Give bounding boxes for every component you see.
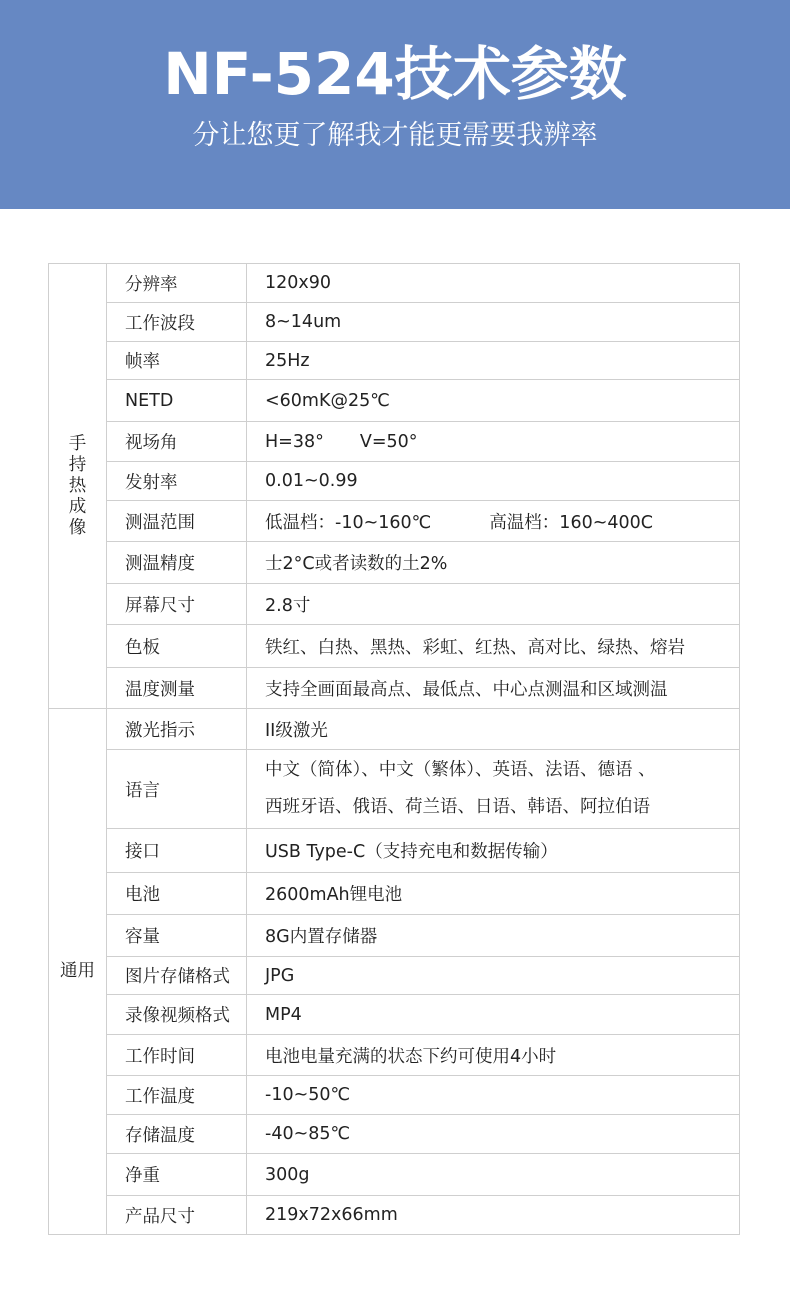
spec-value: II级激光 (247, 709, 740, 750)
spec-label: 语言 (107, 750, 247, 829)
table-row (49, 668, 740, 709)
spec-label: 净重 (107, 1154, 247, 1196)
spec-value: 8G内置存储器 (247, 915, 740, 957)
table-row (49, 1196, 740, 1235)
fov-h-value: H=38° (265, 431, 324, 452)
page-subtitle: 分让您更了解我才能更需要我辨率 (192, 120, 598, 151)
table-row (49, 303, 740, 342)
spec-value (247, 501, 740, 542)
spec-label: 工作波段 (107, 303, 247, 342)
spec-value: 300g (247, 1154, 740, 1196)
spec-label: 接口 (107, 829, 247, 873)
table-row (49, 915, 740, 957)
spec-value: 120x90 (247, 264, 740, 303)
spec-value: -10~50℃ (247, 1076, 740, 1115)
table-row (49, 709, 740, 750)
spec-label: NETD (107, 380, 247, 422)
language-line-1: 中文（简体）、中文（繁体）、英语、法语、德语 、 (265, 760, 656, 780)
spec-label: 激光指示 (107, 709, 247, 750)
spec-value: USB Type-C（支持充电和数据传输） (247, 829, 740, 873)
spec-value: 士2°C或者读数的土2% (247, 542, 740, 584)
spec-label: 测温精度 (107, 542, 247, 584)
group-label-general: 通用 (49, 709, 107, 1235)
table-row (49, 462, 740, 501)
spec-label: 视场角 (107, 422, 247, 462)
page-title: NF-524技术参数 (163, 40, 627, 108)
spec-label: 产品尺寸 (107, 1196, 247, 1235)
spec-label: 图片存储格式 (107, 957, 247, 995)
spec-value: 支持全画面最高点、最低点、中心点测温和区域测温 (247, 668, 740, 709)
spec-label: 工作温度 (107, 1076, 247, 1115)
table-row (49, 957, 740, 995)
spec-value: 219x72x66mm (247, 1196, 740, 1235)
spec-label: 发射率 (107, 462, 247, 501)
group-label-handheld: 手持热成像 (49, 264, 107, 709)
spec-value: 2.8寸 (247, 584, 740, 625)
spec-label: 温度测量 (107, 668, 247, 709)
spec-value: 2600mAh锂电池 (247, 873, 740, 915)
spec-value: MP4 (247, 995, 740, 1035)
spec-label: 色板 (107, 625, 247, 668)
table-row (49, 1035, 740, 1076)
table-row (49, 829, 740, 873)
spec-value: 电池电量充满的状态下约可使用4小时 (247, 1035, 740, 1076)
table-row (49, 1076, 740, 1115)
spec-value: 25Hz (247, 342, 740, 380)
table-row (49, 584, 740, 625)
table-row (49, 873, 740, 915)
spec-label: 屏幕尺寸 (107, 584, 247, 625)
table-row (49, 501, 740, 542)
table-row (49, 995, 740, 1035)
table-row (49, 342, 740, 380)
fov-v-value: V=50° (359, 431, 418, 452)
table-row (49, 1154, 740, 1196)
spec-label: 分辨率 (107, 264, 247, 303)
spec-value: 铁红、白热、黑热、彩虹、红热、高对比、绿热、熔岩 (247, 625, 740, 668)
table-row (49, 750, 740, 829)
table-row (49, 380, 740, 422)
table-row (49, 625, 740, 668)
table-row (49, 542, 740, 584)
spec-value: 0.01~0.99 (247, 462, 740, 501)
range-high-value: 高温档：160~400C (489, 512, 653, 533)
spec-value (247, 422, 740, 462)
spec-label: 测温范围 (107, 501, 247, 542)
spec-value: -40~85℃ (247, 1115, 740, 1154)
spec-value: 8~14um (247, 303, 740, 342)
spec-label: 帧率 (107, 342, 247, 380)
spec-label: 录像视频格式 (107, 995, 247, 1035)
range-low-value: 低温档：-10~160℃ (265, 512, 432, 533)
table-row (49, 264, 740, 303)
spec-value: <60mK@25℃ (247, 380, 740, 422)
spec-label: 存储温度 (107, 1115, 247, 1154)
header-banner (0, 0, 790, 209)
spec-label: 工作时间 (107, 1035, 247, 1076)
spec-table (48, 263, 740, 1235)
spec-value (247, 750, 740, 829)
spec-label: 电池 (107, 873, 247, 915)
spec-value: JPG (247, 957, 740, 995)
table-row (49, 1115, 740, 1154)
language-line-2: 西班牙语、俄语、荷兰语、日语、韩语、阿拉伯语 (265, 797, 650, 817)
spec-label: 容量 (107, 915, 247, 957)
table-row (49, 422, 740, 462)
